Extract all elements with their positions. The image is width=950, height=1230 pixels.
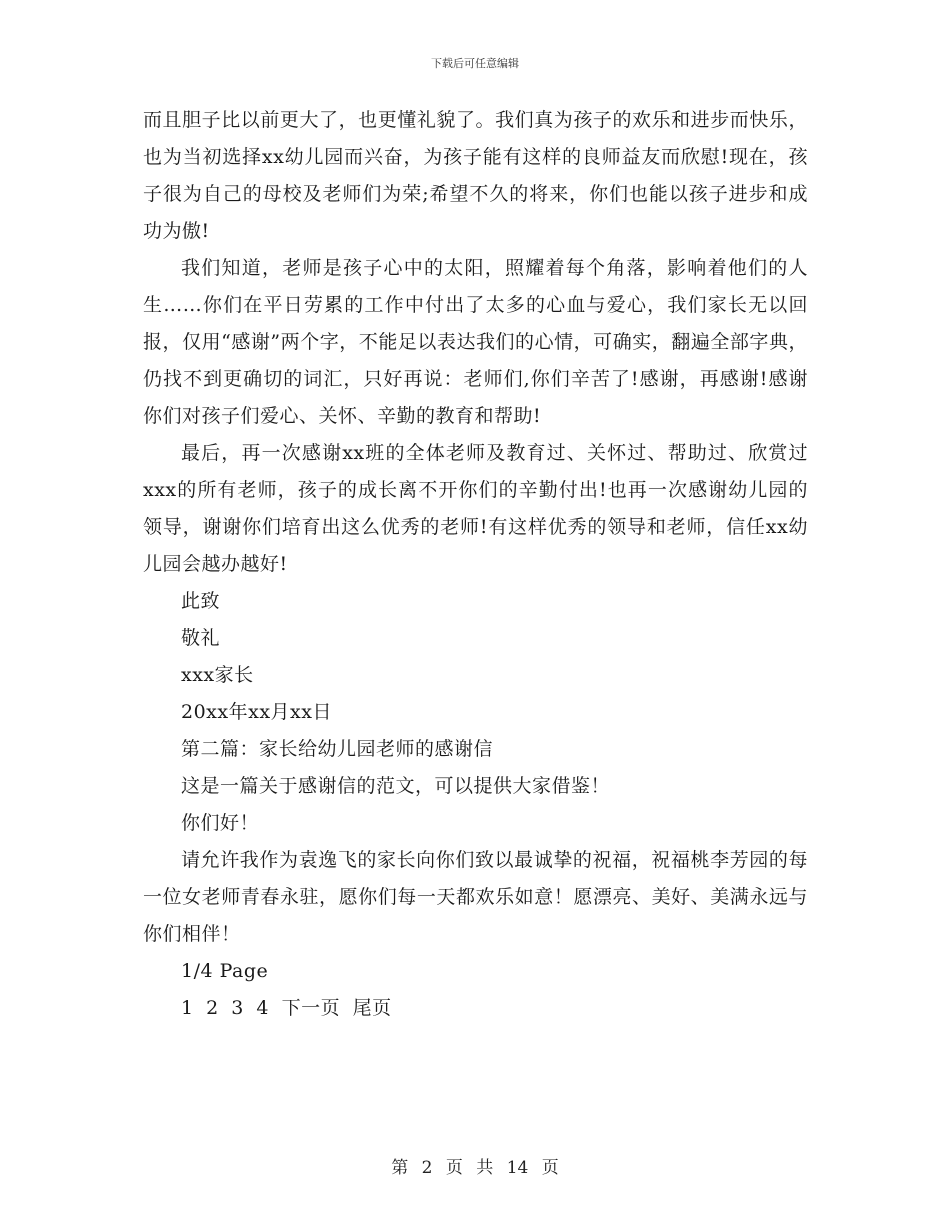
letter-date: 20xx年xx月xx日 xyxy=(181,701,332,723)
footer-page-word: 页 xyxy=(445,1158,463,1178)
footer-total-word: 共 xyxy=(476,1158,494,1178)
pagination xyxy=(143,990,808,1027)
paragraph-3: 最后，再一次感谢xx班的全体老师及教育过、关怀过、帮助过、欣赏过xxx的所有老师，孩子的成长离不开你们的辛勤付出!也再一次感谢幼儿园的领导，谢谢你们培育出这么优秀的老师!有这样优秀的领导和老师，信任xx幼儿园会越办越好! xyxy=(143,442,808,575)
intro-line: 这是一篇关于感谢信的范文，可以提供大家借鉴！ xyxy=(181,775,611,797)
paragraph-2: 我们知道，老师是孩子心中的太阳，照耀着每个角落，影响着他们的人生……你们在平日劳累的工作中付出了太多的心血与爱心，我们家长无以回报，仅用“感谢”两个字，不能足以表达我们的心情，可确实，翻遍全部字典，仍找不到更确切的词汇，只好再说：老师们,你们辛苦了!感谢，再感谢!感谢你们对孩子们爱心、关怀、辛勤的教育和帮助! xyxy=(143,257,808,427)
pager-page-4[interactable]: 4 xyxy=(256,997,270,1019)
document-body xyxy=(143,102,808,1027)
closing-salutation-1: 此致 xyxy=(181,590,221,612)
paragraph-1: 而且胆子比以前更大了，也更懂礼貌了。我们真为孩子的欢乐和进步而快乐，也为当初选择xx幼儿园而兴奋，为孩子能有这样的良师益友而欣慰!现在，孩子很为自己的母校及老师们为荣;希望不久的将来，你们也能以孩子进步和成功为傲! xyxy=(143,109,808,242)
pager-last-link[interactable]: 尾页 xyxy=(352,997,392,1019)
footer-prefix: 第 xyxy=(391,1158,409,1178)
paragraph-4: 请允许我作为袁逸飞的家长向你们致以最诚挚的祝福，祝福桃李芳园的每一位女老师青春永驻，愿你们每一天都欢乐如意！愿漂亮、美好、美满永远与你们相伴！ xyxy=(143,849,808,945)
page-footer xyxy=(0,1153,950,1178)
greeting: 你们好！ xyxy=(181,812,260,834)
signature: xxx家长 xyxy=(181,664,254,686)
pager-page-2[interactable]: 2 xyxy=(206,997,219,1019)
footer-total-pages: 14 xyxy=(506,1158,529,1178)
pager-page-1[interactable]: 1 xyxy=(181,997,194,1019)
header-note: 下载后可任意编辑 xyxy=(431,57,519,70)
footer-suffix: 页 xyxy=(541,1158,559,1178)
pager-next-link[interactable]: 下一页 xyxy=(281,997,341,1019)
page-indicator: 1/4 Page xyxy=(181,960,269,982)
pager-page-3[interactable]: 3 xyxy=(231,997,244,1019)
closing-salutation-2: 敬礼 xyxy=(181,627,221,649)
section-title: 第二篇：家长给幼儿园老师的感谢信 xyxy=(181,738,494,760)
footer-current-page: 2 xyxy=(421,1158,433,1178)
